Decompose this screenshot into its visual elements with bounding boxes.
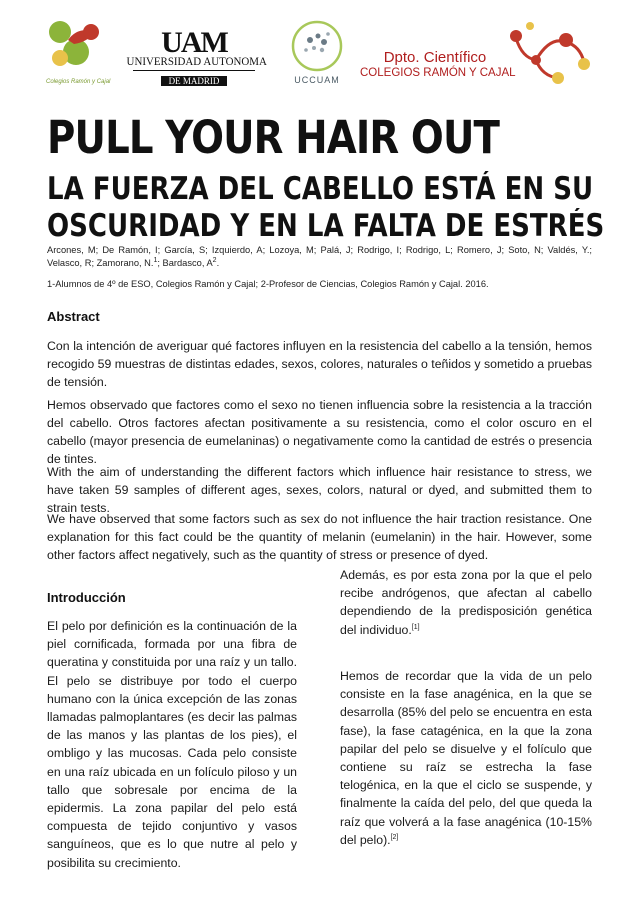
- citation-1: [1]: [411, 623, 420, 631]
- author-sup-1: 1: [153, 256, 158, 264]
- introduction-right-paragraph-2: [340, 667, 592, 849]
- abstract-paragraph-2: Hemos observado que factores como el sexo no tienen influencia sobre la resistencia a la tracción del cabello. Otros factores afectan positivamente a su resistencia, como el color oscuro en el cabello (mayor presencia de eumelaninas) o negativamente como la cantidad de estrés o presencia de tintes.: [47, 398, 592, 466]
- author-list: [47, 244, 592, 270]
- introduction-left-column: El pelo por definición es la continuación de la piel cornificada, formada por una fibra de queratina y constituida por una raíz y un tallo. El pelo se distribuye por todo el cuerpo humano con la única excepción de las zonas llamadas palmoplantares (es decir las palmas de las manos y las plantas de los pies), el ombligo y las mucosas. Cada pelo consiste en una raíz ubicada en un folículo piloso y un tallo que sobresale por encima de la epidermis. La zona papilar del pelo está compuesta de tejido conjuntivo y vasos sanguíneos, que es lo que nutre al pelo y posibilita su crecimiento.: [47, 619, 297, 870]
- abstract-paragraph-4: We have observed that some factors such as sex do not influence the hair traction resistance. One explanation for this fact could be the quantity of melanin (eumelanin) in the hair. However, some other factors affect negatively, such as the quantity of stress or presence of dyed.: [47, 512, 592, 562]
- molecule-icon: [506, 18, 596, 90]
- author-sup-2: 2: [212, 256, 217, 264]
- subtitle-line-2: OSCURIDAD Y EN LA FALTA DE ESTRÉS: [47, 208, 605, 244]
- crc-logo-caption: Colegios Ramón y Cajal: [46, 79, 111, 85]
- intro-right-text-2: Hemos de recordar que la vida de un pelo consiste en la fase anagénica, en la que se desarrolla (85% del pelo se encuentra en esta fase), la fase catagénica, en la que la zona papilar del pelo se disuelve y el folículo que contiene su raíz se estrecha la fase telogénica, en la que el ciclo se suspende, y finalmente la caída del pelo, del que queda la raíz que volverá a la fase anagénica (10-15% del pelo).: [340, 669, 592, 847]
- uam-logo-mark: UAM: [161, 26, 227, 59]
- intro-right-text-1: Además, es por esta zona por la que el pelo recibe andrógenos, que afectan al cabello dependiendo de la predisposición genética del individuo.: [340, 568, 592, 637]
- introduction-heading: Introducción: [47, 590, 126, 605]
- uccuam-logo-label: UCCUAM: [294, 75, 340, 85]
- affiliation: 1-Alumnos de 4º de ESO, Colegios Ramón y Cajal; 2-Profesor de Ciencias, Colegios Ramón y Cajal. 2016.: [47, 279, 489, 289]
- abstract-paragraph-1: Con la intención de averiguar qué factores influyen en la resistencia del cabello a la tensión, hemos recogido 59 muestras de distintas edades, sexos, colores, naturales o teñidos y sometido a pruebas de tensión.: [47, 339, 592, 389]
- dpto-cientifico-logo: [360, 49, 516, 80]
- abstract-heading: Abstract: [47, 309, 100, 324]
- author-list-line2a: Zamorano, N.: [96, 258, 154, 268]
- uam-logo-madrid: DE MADRID: [161, 76, 228, 86]
- dpto-logo-line2: COLEGIOS RAMÓN Y CAJAL: [360, 67, 516, 79]
- page-title: PULL YOUR HAIR OUT: [47, 111, 500, 164]
- author-list-end: .: [216, 258, 220, 268]
- uam-logo: [123, 26, 267, 86]
- dpto-logo-line1: Dpto. Científico: [383, 49, 487, 66]
- subtitle-line-1: LA FUERZA DEL CABELLO ESTÁ EN SU: [47, 171, 594, 207]
- uccuam-logo: [284, 20, 350, 84]
- author-list-line1: Arcones, M; De Ramón, I; García, S; Izquierdo, A; Lozoya, M; Palá, J; Rodrigo, I; Rodrigo, L; Romero, J; Soto, N; Valdés, Y.; Velasco, R;: [47, 245, 592, 268]
- uam-logo-line: UNIVERSIDAD AUTONOMA: [126, 56, 267, 68]
- colegios-ramon-y-cajal-logo: [46, 20, 111, 85]
- author-list-line2b: ; Bardasco, A: [157, 258, 213, 268]
- citation-2: [2]: [390, 833, 399, 841]
- abstract-paragraph-3: With the aim of understanding the different factors which influence hair resistance to stress, we have taken 59 samples of different ages, sexes, colors, natural or dyed, and submitted them to strain tests.: [47, 465, 592, 515]
- introduction-right-paragraph-1: [340, 566, 592, 639]
